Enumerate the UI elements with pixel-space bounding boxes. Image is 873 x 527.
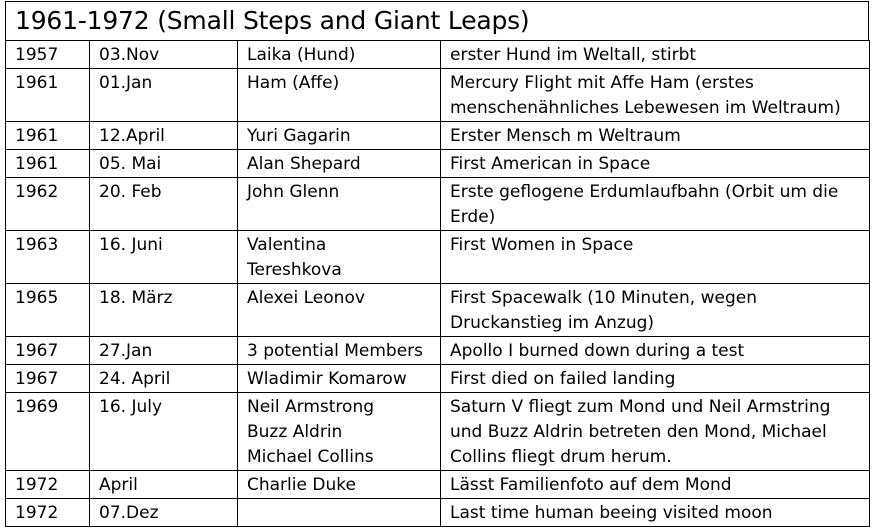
event-cell-line: und Buzz Aldrin betreten den Mond, Michael bbox=[450, 422, 827, 442]
event-cell-line: Erste geflogene Erdumlaufbahn (Orbit um die bbox=[450, 182, 839, 202]
event-cell-line: Lässt Familienfoto auf dem Mond bbox=[450, 475, 732, 495]
date-cell: 18. März bbox=[90, 284, 238, 337]
event-cell bbox=[441, 41, 870, 69]
person-cell-line: Ham (Affe) bbox=[247, 73, 340, 93]
event-cell bbox=[441, 284, 870, 337]
event-cell bbox=[441, 69, 870, 122]
year-cell: 1957 bbox=[6, 41, 90, 69]
event-cell bbox=[441, 365, 870, 393]
date-cell: 03.Nov bbox=[90, 41, 238, 69]
year-cell: 1962 bbox=[6, 178, 90, 231]
person-cell-line: Wladimir Komarow bbox=[247, 369, 407, 389]
person-cell bbox=[238, 41, 441, 69]
person-cell bbox=[238, 499, 441, 527]
person-cell-line: John Glenn bbox=[247, 182, 340, 202]
person-cell bbox=[238, 231, 441, 284]
year-cell: 1967 bbox=[6, 365, 90, 393]
person-cell bbox=[238, 471, 441, 499]
person-cell bbox=[238, 69, 441, 122]
year-cell: 1961 bbox=[6, 150, 90, 178]
event-cell bbox=[441, 150, 870, 178]
year-cell: 1972 bbox=[6, 471, 90, 499]
person-cell-line: Michael Collins bbox=[247, 447, 374, 467]
year-cell: 1967 bbox=[6, 337, 90, 365]
table-row bbox=[6, 365, 870, 393]
events-table bbox=[5, 40, 870, 527]
date-cell: 24. April bbox=[90, 365, 238, 393]
date-cell: 05. Mai bbox=[90, 150, 238, 178]
person-cell bbox=[238, 284, 441, 337]
event-cell-line: First Women in Space bbox=[450, 235, 634, 255]
person-cell bbox=[238, 337, 441, 365]
person-cell-line: Tereshkova bbox=[247, 260, 342, 280]
table-row bbox=[6, 150, 870, 178]
year-cell: 1972 bbox=[6, 499, 90, 527]
date-cell: 16. July bbox=[90, 393, 238, 471]
date-cell: 27.Jan bbox=[90, 337, 238, 365]
table-row bbox=[6, 231, 870, 284]
event-cell-line: Mercury Flight mit Affe Ham (erstes bbox=[450, 73, 754, 93]
person-cell-line: Neil Armstrong bbox=[247, 397, 375, 417]
event-cell-line: Last time human beeing visited moon bbox=[450, 503, 773, 523]
person-cell-line: Alexei Leonov bbox=[247, 288, 365, 308]
person-cell bbox=[238, 122, 441, 150]
event-cell bbox=[441, 499, 870, 527]
date-cell: April bbox=[90, 471, 238, 499]
person-cell-line: Laika (Hund) bbox=[247, 45, 356, 65]
event-cell-line: First American in Space bbox=[450, 154, 651, 174]
event-cell-line: Erde) bbox=[450, 207, 496, 227]
table-row bbox=[6, 284, 870, 337]
person-cell-line: Valentina bbox=[247, 235, 327, 255]
person-cell-line: Buzz Aldrin bbox=[247, 422, 343, 442]
date-cell: 07.Dez bbox=[90, 499, 238, 527]
event-cell bbox=[441, 231, 870, 284]
table-title: 1961-1972 (Small Steps and Giant Leaps) bbox=[5, 1, 869, 41]
year-cell: 1961 bbox=[6, 122, 90, 150]
person-cell bbox=[238, 393, 441, 471]
event-cell bbox=[441, 122, 870, 150]
person-cell bbox=[238, 150, 441, 178]
events-table-body bbox=[6, 41, 870, 527]
table-row bbox=[6, 499, 870, 527]
year-cell: 1963 bbox=[6, 231, 90, 284]
person-cell-line: Alan Shepard bbox=[247, 154, 361, 174]
table-row bbox=[6, 178, 870, 231]
person-cell-line: 3 potential Members bbox=[247, 341, 424, 361]
person-cell-line: Yuri Gagarin bbox=[247, 126, 351, 146]
table-row bbox=[6, 122, 870, 150]
event-cell-line: Collins fliegt drum herum. bbox=[450, 447, 672, 467]
event-cell bbox=[441, 337, 870, 365]
event-cell-line: menschenähnliches Lebewesen im Weltraum) bbox=[450, 98, 841, 118]
event-cell bbox=[441, 471, 870, 499]
event-cell-line: Druckanstieg im Anzug) bbox=[450, 313, 655, 333]
date-cell: 16. Juni bbox=[90, 231, 238, 284]
date-cell: 12.April bbox=[90, 122, 238, 150]
date-cell: 20. Feb bbox=[90, 178, 238, 231]
year-cell: 1965 bbox=[6, 284, 90, 337]
table-row bbox=[6, 471, 870, 499]
year-cell: 1969 bbox=[6, 393, 90, 471]
table-row bbox=[6, 393, 870, 471]
table-row bbox=[6, 41, 870, 69]
event-cell-line: Erster Mensch m Weltraum bbox=[450, 126, 681, 146]
event-cell bbox=[441, 178, 870, 231]
event-cell-line: First died on failed landing bbox=[450, 369, 676, 389]
year-cell: 1961 bbox=[6, 69, 90, 122]
event-cell bbox=[441, 393, 870, 471]
table-row bbox=[6, 69, 870, 122]
person-cell bbox=[238, 365, 441, 393]
person-cell-line: Charlie Duke bbox=[247, 475, 356, 495]
table-row bbox=[6, 337, 870, 365]
date-cell: 01.Jan bbox=[90, 69, 238, 122]
person-cell bbox=[238, 178, 441, 231]
event-cell-line: Saturn V fliegt zum Mond und Neil Armstring bbox=[450, 397, 831, 417]
event-cell-line: Apollo I burned down during a test bbox=[450, 341, 745, 361]
event-cell-line: First Spacewalk (10 Minuten, wegen bbox=[450, 288, 757, 308]
event-cell-line: erster Hund im Weltall, stirbt bbox=[450, 45, 697, 65]
